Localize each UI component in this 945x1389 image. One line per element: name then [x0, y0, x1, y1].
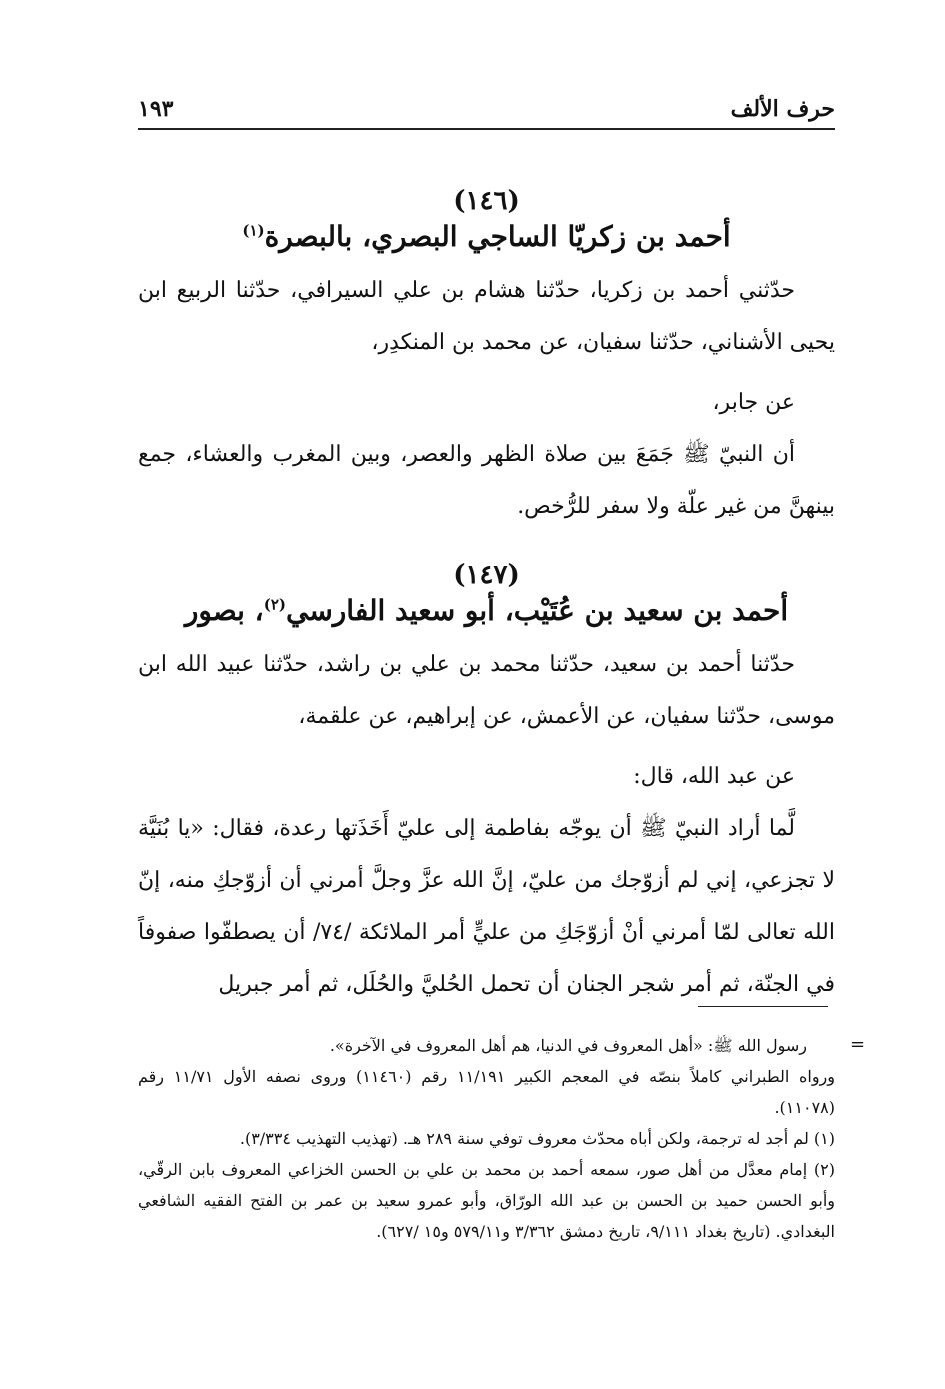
matn-paragraph: لَّما أراد النبيّ ﷺ أن يوجّه بفاطمة إلى عليّ أَخَذَتها رعدة، فقال: «يا بُنَيَّة لا تجزعي، إني لم أزوّجك من عليّ، إنَّ الله عزَّ وجلَّ أمرني أن أزوّجكِ منه، إنّ الله تعالى لمّا أمرني أنْ أزوّجَكِ من عليٍّ أمر الملائكة /٧٤/ أن يصطفّوا صفوفاً في الجنّة، ثم أمر شجر الجنان أن تحمل الحُليَّ والحُلَل، ثم أمر جبريل: [138, 816, 835, 997]
footnote-2: (٢) إمام معدَّل من أهل صور، سمعه أحمد بن محمد بن علي بن الحسن الخزاعي المعروف بابن الرقّي، وأبو الحسن حميد بن الحسن بن عبد الله الورّاق، وأبو عمرو سعيد بن عمر بن الفتح الفقيه الشافعي البغدادي. (تاريخ بغداد ٩/١١١، تاريخ دمشق ٣/٣٦٢ و٥٧٩/١١ و١٥ /٦٢٧).: [138, 1160, 835, 1241]
footnote-1: (١) لم أجد له ترجمة، ولكن أباه محدّث معروف توفي سنة ٢٨٩ هـ. (تهذيب التهذيب ٣/٣٣٤).: [239, 1129, 835, 1148]
footnote-continuation: رسول الله ﷺ: «أهل المعروف في الدنيا، هم أهل المعروف في الآخرة».: [329, 1036, 807, 1055]
footnote-ref: (٢): [263, 595, 286, 614]
footnote-continuation-mark: =: [850, 1034, 866, 1055]
footnotes: [138, 1030, 835, 1247]
narrator-line: عن عبد الله، قال:: [633, 764, 795, 789]
entry-title: [138, 220, 835, 253]
entry-number: (١٤٧): [453, 560, 520, 590]
entry-146: [138, 186, 835, 533]
entry-title-text: أحمد بن زكريّا الساجي البصري، بالبصرة: [264, 220, 731, 253]
running-header: [138, 92, 835, 130]
matn-paragraph: أن النبيّ ﷺ جَمَعَ بين صلاة الظهر والعصر، وبين المغرب والعشاء، جمع بينهنَّ من غير علّة ولا سفر للرُّخص.: [138, 442, 835, 519]
page-number: ١٩٣: [138, 96, 174, 122]
header-title: حرف الألف: [730, 96, 835, 122]
entry-title-text: أحمد بن سعيد بن عُتَيْب، أبو سعيد الفارسي: [285, 594, 789, 627]
isnad-paragraph: حدّثنا أحمد بن سعيد، حدّثنا محمد بن علي بن راشد، حدّثنا عبيد الله ابن موسى، حدّثنا سفيان، عن الأعمش، عن إبراهيم، عن علقمة،: [138, 652, 835, 729]
entry-title: [138, 594, 835, 627]
entry-number: (١٤٦): [453, 186, 520, 216]
entry-147: [138, 560, 835, 1011]
footnote-separator: [698, 1006, 828, 1007]
narrator-line: عن جابر،: [712, 390, 795, 415]
footnote-ref: (١): [242, 221, 265, 240]
isnad-paragraph: حدّثني أحمد بن زكريا، حدّثنا هشام بن علي السيرافي، حدّثنا الربيع ابن يحيى الأشناني، حدّثنا سفيان، عن محمد بن المنكدِر،: [138, 278, 835, 355]
footnote-continuation: ورواه الطبراني كاملاً بنصّه في المعجم الكبير ١١/١٩١ رقم (١١٤٦٠) وروى نصفه الأول ١١/٧١ رقم (١١٠٧٨).: [138, 1067, 835, 1117]
entry-title-place: ، بصور: [184, 594, 264, 627]
